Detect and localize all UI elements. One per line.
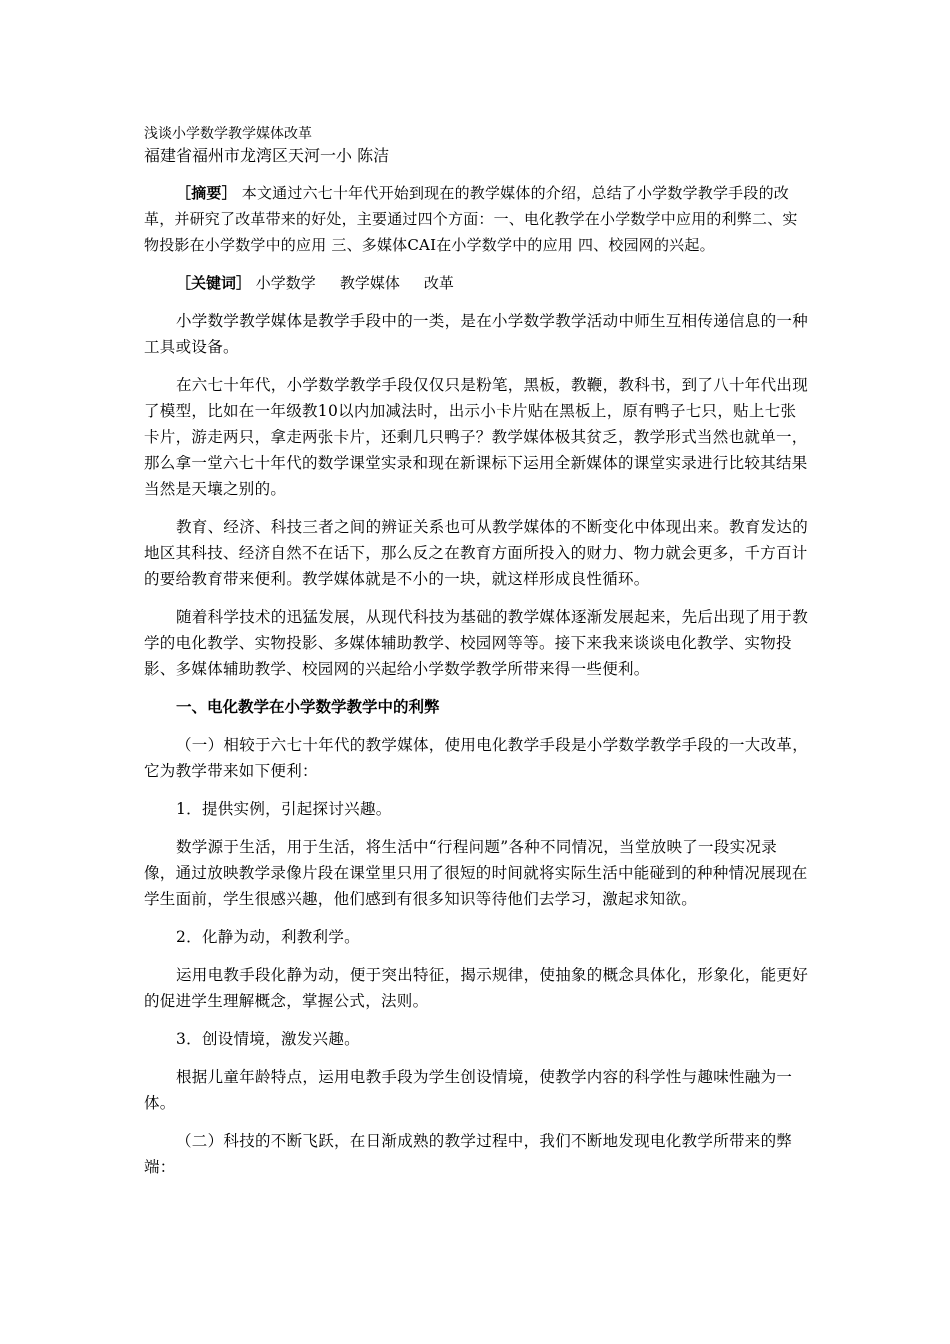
section-heading: 一、电化教学在小学数学教学中的利弊 (176, 698, 440, 716)
document-page (144, 124, 808, 1192)
abstract-paragraph (144, 180, 808, 258)
keyword-item: 小学数学 (255, 274, 316, 292)
body-paragraph: 数学源于生活，用于生活，将生活中“行程问题”各种不同情况，当堂放映了一段实况录像，通过放映教学录像片段在课堂里只用了很短的时间就将实际生活中能碰到的种种情况展现在学生面前，学生很感兴趣，他们感到有很多知识等待他们去学习，激起求知欲。 (144, 838, 808, 908)
keyword-item: 教学媒体 (339, 274, 400, 292)
author-line: 福建省福州市龙湾区天河一小 陈洁 (144, 146, 390, 165)
body-paragraph: 小学数学教学媒体是教学手段中的一类，是在小学数学教学活动中师生互相传递信息的一种工具或设备。 (144, 312, 809, 356)
body-paragraph: 在六七十年代，小学数学教学手段仅仅只是粉笔，黑板，教鞭，教科书，到了八十年代出现了模型，比如在一年级教10以内加减法时，出示小卡片贴在黑板上，原有鸭子七只，贴上七张卡片，游走两只，拿走两张卡片，还剩几只鸭子？教学媒体极其贫乏，教学形式当然也就单一，那么拿一堂六七十年代的数学课堂实录和现在新课标下运用全新媒体的课堂实录进行比较其结果当然是天壤之别的。 (144, 376, 809, 498)
document-title: 浅谈小学数学教学媒体改革 (144, 126, 312, 142)
keyword-item: 改革 (423, 274, 454, 292)
subsection-paragraph: （一）相较于六七十年代的教学媒体，使用电化教学手段是小学数学教学手段的一大改革，它为教学带来如下便利： (144, 736, 809, 780)
body-paragraph: 教育、经济、科技三者之间的辨证关系也可从教学媒体的不断变化中体现出来。教育发达的地区其科技、经济自然不在话下，那么反之在教育方面所投入的财力、物力就会更多，千方百计的要给教育带来便利。教学媒体就是不小的一块，就这样形成良性循环。 (144, 518, 809, 588)
body-paragraph: 运用电教手段化静为动，便于突出特征，揭示规律，使抽象的概念具体化，形象化，能更好的促进学生理解概念，掌握公式，法则。 (144, 966, 809, 1010)
list-item-heading: 1．提供实例，引起探讨兴趣。 (176, 800, 392, 818)
list-item-heading: 3．创设情境，激发兴趣。 (176, 1030, 360, 1048)
keywords-label: ［关键词］ (176, 274, 252, 292)
body-paragraph: 根据儿童年龄特点，运用电教手段为学生创设情境，使教学内容的科学性与趣味性融为一体。 (144, 1068, 793, 1112)
abstract-text: 本文通过六七十年代开始到现在的教学媒体的介绍，总结了小学数学教学手段的改革，并研究了改革带来的好处，主要通过四个方面：一、电化教学在小学数学中应用的利弊二、实物投影在小学数学中的应用 三、多媒体CAI在小学数学中的应用 四、校园网的兴起。 (144, 184, 798, 254)
subsection-paragraph: （二）科技的不断飞跃，在日渐成熟的教学过程中，我们不断地发现电化教学所带来的弊端： (144, 1132, 793, 1176)
abstract-label: ［摘要］ (176, 184, 237, 202)
body-paragraph: 随着科学技术的迅猛发展，从现代科技为基础的教学媒体逐渐发展起来，先后出现了用于教学的电化教学、实物投影、多媒体辅助教学、校园网等等。接下来我来谈谈电化教学、实物投影、多媒体辅助教学、校园网的兴起给小学数学教学所带来得一些便利。 (144, 608, 809, 678)
list-item-heading: 2．化静为动，利教利学。 (176, 928, 360, 946)
keywords-paragraph (144, 270, 808, 296)
